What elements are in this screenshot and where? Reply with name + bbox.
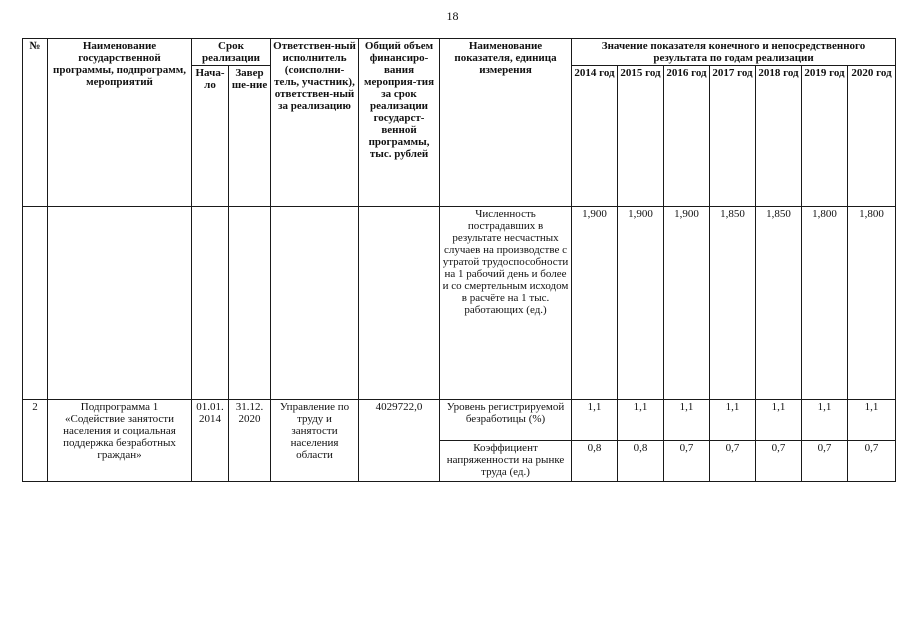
table-row (23, 400, 896, 441)
header-year: 2020 год (848, 66, 896, 207)
indicator-name: Уровень регистрируемой безработицы (%) (440, 400, 572, 441)
indicator-value: 0,7 (710, 441, 756, 482)
indicator-value: 0,7 (802, 441, 848, 482)
indicator-value: 0,8 (618, 441, 664, 482)
end-date: 31.12. 2020 (229, 400, 271, 482)
program-table (22, 38, 896, 482)
indicator-value: 1,850 (710, 207, 756, 400)
indicator-value: 1,900 (618, 207, 664, 400)
indicator-value: 1,1 (618, 400, 664, 441)
indicator-name: Численность пострадавших в результате несчастных случаев на производстве с утратой трудоспособности на 1 рабочий день и более и со смертельным исходом в расчёте на 1 тыс. работающих (ед.) (440, 207, 572, 400)
header-year: 2019 год (802, 66, 848, 207)
page-number: 18 (446, 9, 459, 23)
indicator-value: 1,1 (664, 400, 710, 441)
header-num: № (23, 39, 48, 207)
financing: 4029722,0 (359, 400, 440, 482)
table-row (23, 207, 896, 400)
program-name: Подпрограмма 1 «Содействие занятости населения и социальная поддержка безработных граждан» (48, 400, 192, 482)
header-year: 2017 год (710, 66, 756, 207)
header-indicator: Наименование показателя, единица измерения (440, 39, 572, 207)
indicator-value: 1,900 (664, 207, 710, 400)
header-period: Срок реализации (192, 39, 271, 66)
empty-cell (229, 207, 271, 400)
empty-cell (271, 207, 359, 400)
indicator-value: 1,1 (572, 400, 618, 441)
empty-cell (192, 207, 229, 400)
header-year: 2018 год (756, 66, 802, 207)
indicator-value: 1,800 (848, 207, 896, 400)
header-program: Наименование государственной программы, подпрограмм, мероприятий (48, 39, 192, 207)
indicator-value: 0,7 (664, 441, 710, 482)
header-year: 2016 год (664, 66, 710, 207)
header-year: 2014 год (572, 66, 618, 207)
header-values-title: Значение показателя конечного и непосредственного результата по годам реализации (572, 39, 896, 66)
header-financing: Общий объем финансиро-вания мероприя-тия за срок реализации государст-венной программы, тыс. рублей (359, 39, 440, 207)
header-row-1 (23, 39, 896, 66)
header-executor: Ответствен-ный исполнитель (соисполни-тель, участник), ответствен-ный за реализацию (271, 39, 359, 207)
indicator-value: 1,800 (802, 207, 848, 400)
row-number: 2 (23, 400, 48, 482)
indicator-value: 1,1 (756, 400, 802, 441)
indicator-value: 1,1 (802, 400, 848, 441)
empty-cell (48, 207, 192, 400)
indicator-value: 1,850 (756, 207, 802, 400)
indicator-value: 1,1 (848, 400, 896, 441)
empty-cell (23, 207, 48, 400)
empty-cell (359, 207, 440, 400)
start-date: 01.01. 2014 (192, 400, 229, 482)
executor: Управление по труду и занятости населения области (271, 400, 359, 482)
header-end: Завер ше-ние (229, 66, 271, 207)
indicator-value: 1,900 (572, 207, 618, 400)
indicator-value: 0,7 (848, 441, 896, 482)
indicator-value: 0,8 (572, 441, 618, 482)
header-year: 2015 год (618, 66, 664, 207)
header-start: Нача-ло (192, 66, 229, 207)
indicator-value: 1,1 (710, 400, 756, 441)
indicator-value: 0,7 (756, 441, 802, 482)
indicator-name: Коэффициент напряженности на рынке труда (ед.) (440, 441, 572, 482)
